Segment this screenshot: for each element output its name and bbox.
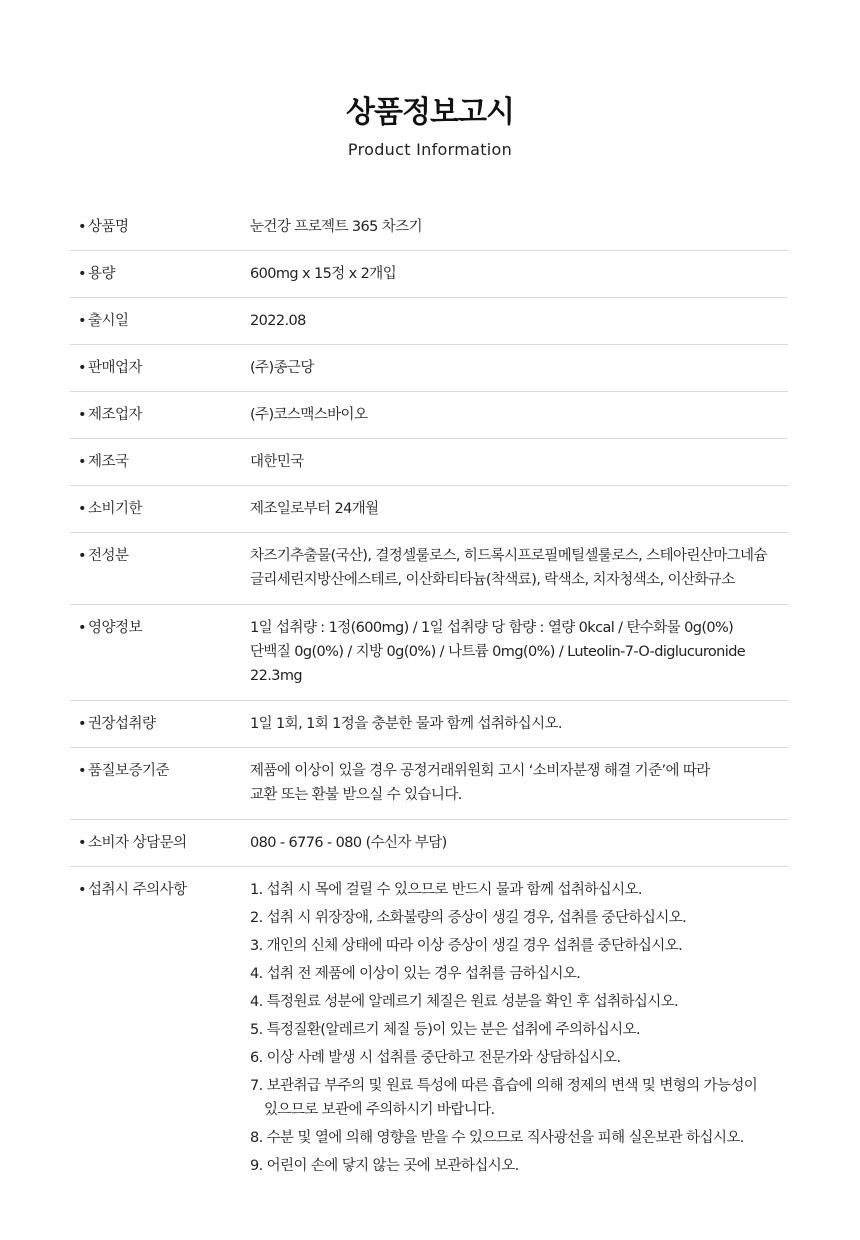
row-value-line: 눈건강 프로젝트 365 차즈기 xyxy=(250,219,422,235)
precaution-item xyxy=(250,990,788,1014)
row-label-text: 섭취시 주의사항 xyxy=(88,882,187,898)
precaution-line: 8. 수분 및 열에 의해 영향을 받을 수 있으므로 직사광선을 피해 실온보관 하십시오. xyxy=(250,1130,744,1146)
row-value xyxy=(250,450,788,474)
row-value-line: (주)종근당 xyxy=(250,360,314,376)
info-row xyxy=(70,486,788,533)
info-row xyxy=(70,820,788,867)
precaution-line: 7. 보관취급 부주의 및 원료 특성에 따른 흡습에 의해 정제의 변색 및 변형의 가능성이 xyxy=(250,1078,758,1094)
precaution-item xyxy=(250,1154,788,1178)
bullet-icon: • xyxy=(78,716,87,732)
row-value xyxy=(250,759,788,807)
row-label-text: 전성분 xyxy=(88,548,129,564)
row-value-line: 2022.08 xyxy=(250,313,306,329)
info-row xyxy=(70,251,788,298)
info-row xyxy=(70,533,788,605)
row-value-line: 600mg x 15정 x 2개입 xyxy=(250,266,397,282)
row-value-line: 대한민국 xyxy=(250,454,304,470)
bullet-icon: • xyxy=(78,835,87,851)
bullet-icon: • xyxy=(78,360,87,376)
precaution-line: 1. 섭취 시 목에 걸릴 수 있으므로 반드시 물과 함께 섭취하십시오. xyxy=(250,882,642,898)
precaution-item xyxy=(250,906,788,930)
bullet-icon: • xyxy=(78,313,87,329)
page-header xyxy=(0,92,860,162)
row-value xyxy=(250,403,788,427)
page-subtitle: Product Information xyxy=(347,140,513,159)
row-label-text: 용량 xyxy=(88,266,116,282)
bullet-icon: • xyxy=(78,266,87,282)
bullet-icon: • xyxy=(78,501,87,517)
bullet-icon: • xyxy=(78,407,87,423)
bullet-icon: • xyxy=(78,219,87,235)
row-label-text: 제조업자 xyxy=(88,407,143,423)
row-label xyxy=(70,262,250,286)
row-label-text: 소비기한 xyxy=(88,501,143,517)
precaution-item xyxy=(250,1126,788,1150)
precaution-line: 2. 섭취 시 위장장애, 소화불량의 증상이 생길 경우, 섭취를 중단하십시오. xyxy=(250,910,687,926)
info-row xyxy=(70,748,788,820)
row-value xyxy=(250,544,788,592)
row-label xyxy=(70,831,250,855)
bullet-icon: • xyxy=(78,763,87,779)
info-row xyxy=(70,204,788,251)
product-info-table xyxy=(70,204,788,1193)
row-value-line: 단백질 0g(0%) / 지방 0g(0%) / 나트륨 0mg(0%) / Luteolin-7-O-diglucuronide xyxy=(250,644,746,660)
row-value xyxy=(250,356,788,380)
row-value-line: 22.3mg xyxy=(250,668,303,684)
row-value-line: 1일 섭취량 : 1정(600mg) / 1일 섭취량 당 함량 : 열량 0kcal / 탄수화물 0g(0%) xyxy=(250,620,734,636)
precaution-line: 4. 특정원료 성분에 알레르기 체질은 원료 성분을 확인 후 섭취하십시오. xyxy=(250,994,679,1010)
row-label-text: 상품명 xyxy=(88,219,129,235)
precaution-item xyxy=(250,1074,788,1122)
row-label xyxy=(70,759,250,807)
precaution-item xyxy=(250,1046,788,1070)
precaution-item xyxy=(250,1018,788,1042)
row-value-line: 080 - 6776 - 080 (수신자 부담) xyxy=(250,835,447,851)
bullet-icon: • xyxy=(78,548,87,564)
row-value-line: 제품에 이상이 있을 경우 공정거래위원회 고시 ‘소비자분쟁 해결 기준’에 따라 xyxy=(250,763,710,779)
precautions-row xyxy=(70,867,788,1193)
info-row xyxy=(70,701,788,748)
row-label-text: 소비자 상담문의 xyxy=(88,835,187,851)
info-row xyxy=(70,345,788,392)
row-value xyxy=(250,616,788,688)
precaution-line: 6. 이상 사례 발생 시 섭취를 중단하고 전문가와 상담하십시오. xyxy=(250,1050,621,1066)
precaution-item xyxy=(250,878,788,902)
row-value xyxy=(250,262,788,286)
row-value-line: 글리세린지방산에스테르, 이산화티타늄(착색료), 락색소, 치자청색소, 이산화규소 xyxy=(250,572,735,588)
row-label xyxy=(70,356,250,380)
info-row xyxy=(70,605,788,701)
row-value xyxy=(250,215,788,239)
row-label xyxy=(70,616,250,688)
precaution-line: 있으므로 보관에 주의하시기 바랍니다. xyxy=(264,1102,495,1118)
precautions-list xyxy=(250,878,788,1182)
info-row xyxy=(70,298,788,345)
row-value-line: 차즈기추출물(국산), 결정셀룰로스, 히드록시프로필메틸셀룰로스, 스테아린산마그네슘 xyxy=(250,548,767,564)
row-label xyxy=(70,309,250,333)
precaution-item xyxy=(250,934,788,958)
bullet-icon: • xyxy=(78,882,87,898)
row-label-text: 판매업자 xyxy=(88,360,143,376)
row-value xyxy=(250,309,788,333)
precaution-line: 9. 어린이 손에 닿지 않는 곳에 보관하십시오. xyxy=(250,1158,519,1174)
page-title: 상품정보고시 xyxy=(346,95,514,130)
row-label-text: 권장섭취량 xyxy=(88,716,156,732)
info-row xyxy=(70,392,788,439)
precaution-line: 5. 특정질환(알레르기 체질 등)이 있는 분은 섭취에 주의하십시오. xyxy=(250,1022,640,1038)
precaution-item xyxy=(250,962,788,986)
row-value xyxy=(250,831,788,855)
row-label-text: 출시일 xyxy=(88,313,129,329)
row-label xyxy=(70,450,250,474)
row-value-line: 1일 1회, 1회 1정을 충분한 물과 함께 섭취하십시오. xyxy=(250,716,562,732)
info-row xyxy=(70,439,788,486)
row-label xyxy=(70,544,250,592)
row-label xyxy=(70,497,250,521)
row-label-text: 영양정보 xyxy=(88,620,143,636)
row-label xyxy=(70,878,250,1182)
row-value xyxy=(250,712,788,736)
row-label xyxy=(70,712,250,736)
row-value-line: 교환 또는 환불 받으실 수 있습니다. xyxy=(250,787,462,803)
row-label xyxy=(70,215,250,239)
row-value-line: 제조일로부터 24개월 xyxy=(250,501,379,517)
row-label xyxy=(70,403,250,427)
row-label-text: 제조국 xyxy=(88,454,129,470)
bullet-icon: • xyxy=(78,620,87,636)
bullet-icon: • xyxy=(78,454,87,470)
row-label-text: 품질보증기준 xyxy=(88,763,170,779)
precaution-line: 3. 개인의 신체 상태에 따라 이상 증상이 생길 경우 섭취를 중단하십시오. xyxy=(250,938,683,954)
row-value-line: (주)코스맥스바이오 xyxy=(250,407,368,423)
precaution-line: 4. 섭취 전 제품에 이상이 있는 경우 섭취를 금하십시오. xyxy=(250,966,581,982)
row-value xyxy=(250,497,788,521)
